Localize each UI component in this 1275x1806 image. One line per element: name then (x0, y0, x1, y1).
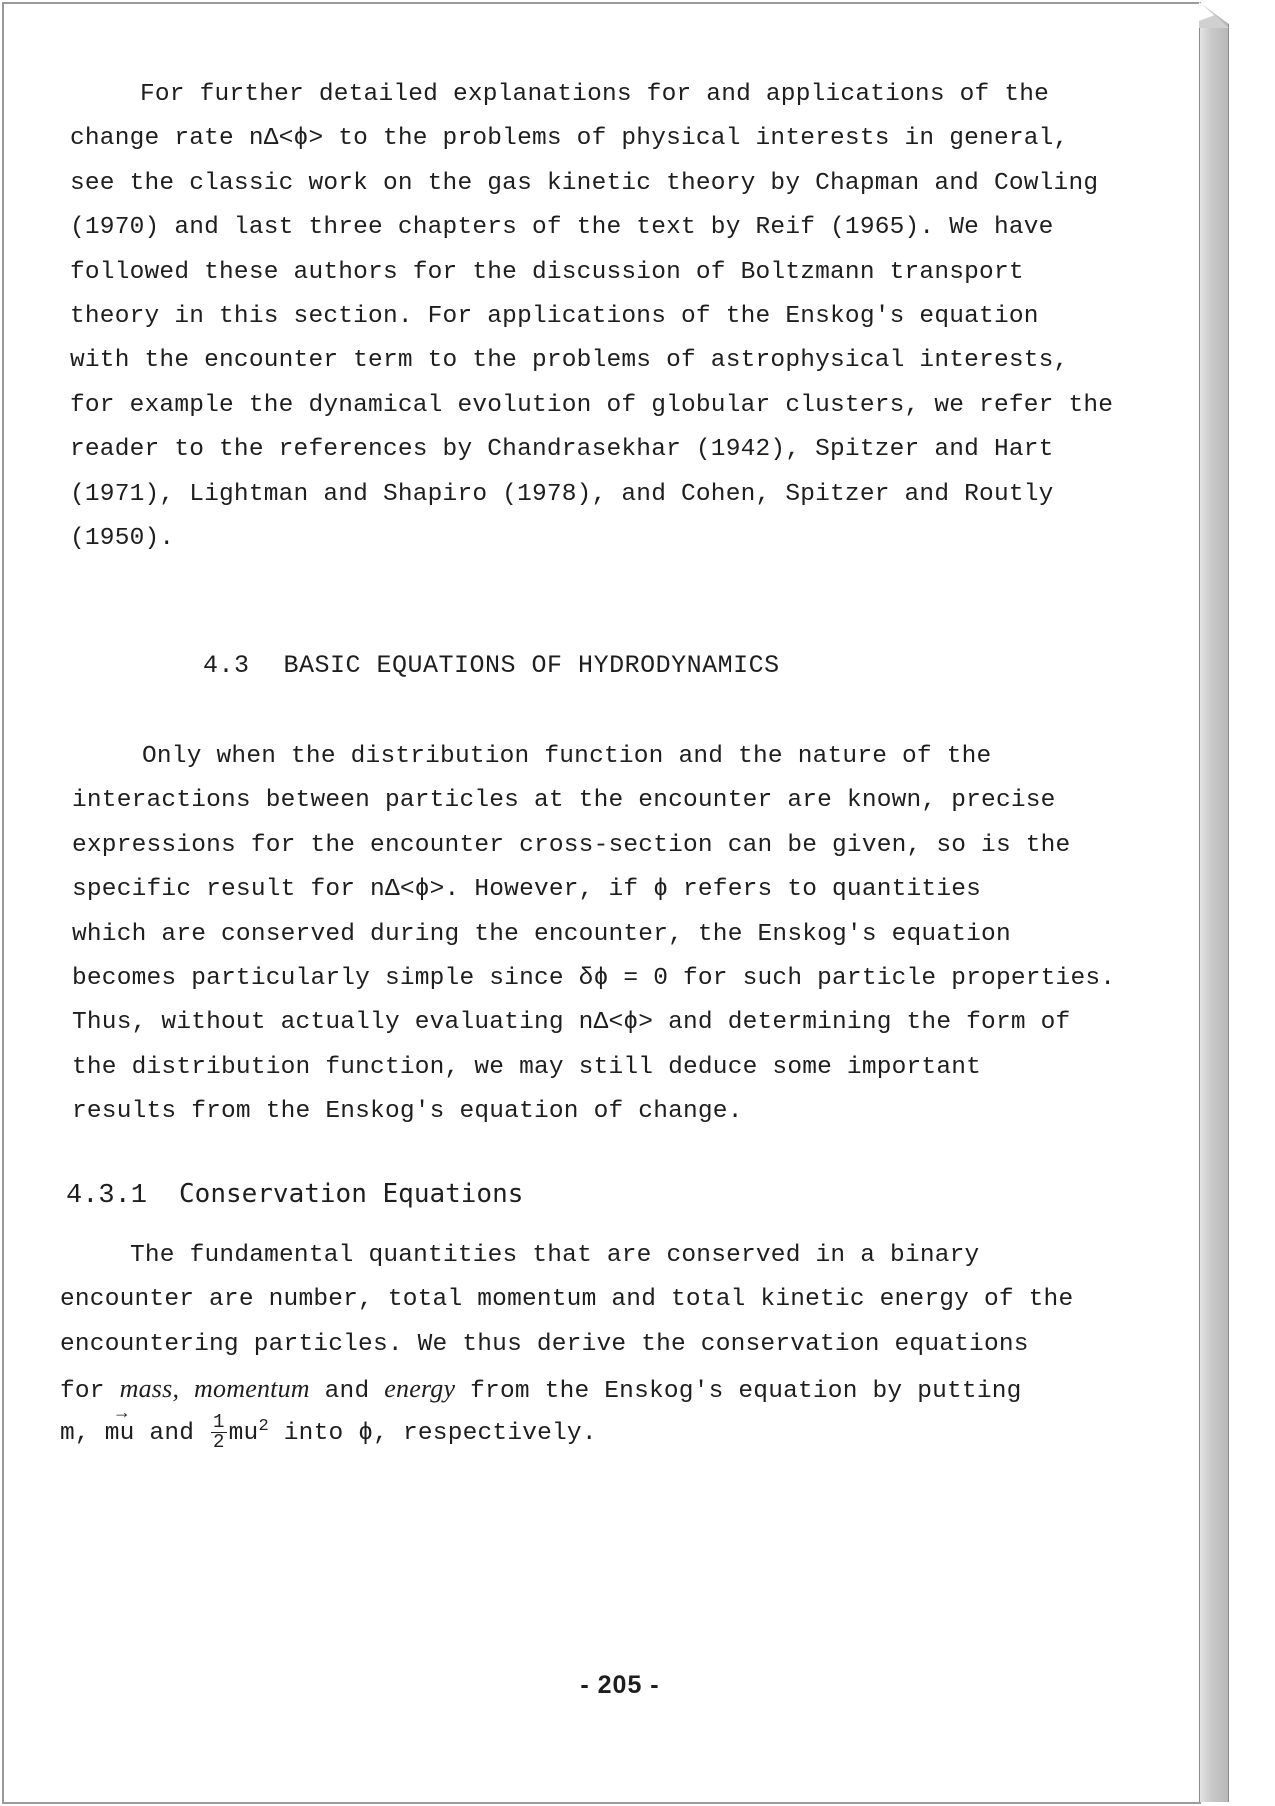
text-line: (1971), Lightman and Shapiro (1978), and Cohen, Spitzer and Routly (70, 480, 1054, 508)
fraction-numerator: 1 (213, 1410, 225, 1433)
text-line: which are conserved during the encounter, the Enskog's equation (72, 920, 1011, 948)
fraction-denominator: 2 (213, 1430, 225, 1453)
fraction-one-half (211, 1410, 227, 1453)
text-fragment: m, (60, 1419, 105, 1447)
text-line: (1950). (70, 524, 175, 552)
section-title: BASIC EQUATIONS OF HYDRODYNAMICS (283, 651, 780, 680)
section-number: 4.3 (203, 651, 250, 680)
vector-momentum: → mu (105, 1412, 135, 1456)
text-line: encounter are number, total momentum and total kinetic energy of the (60, 1286, 1074, 1314)
text-line: Only when the distribution function and the nature of the (142, 743, 992, 770)
text-fragment: from the Enskog's equation by putting (455, 1378, 1022, 1406)
subsection-number: 4.3.1 (66, 1181, 148, 1211)
text-line: the distribution function, we may still deduce some important (72, 1053, 982, 1081)
text-line: followed these authors for the discussion of Boltzmann transport (70, 258, 1024, 286)
text-line: for example the dynamical evolution of globular clusters, we refer the (70, 391, 1114, 419)
text-line-conserved-quantities (60, 1367, 1073, 1411)
italic-mass: mass, (119, 1374, 180, 1404)
text-line: becomes particularly simple since δϕ = 0 for such particle properties. (72, 964, 1116, 992)
page-number: - 205 - (580, 1671, 660, 1699)
paragraph-further-explanations (70, 73, 1113, 561)
page-stack-edge (1199, 2, 1229, 1802)
paragraph-only-when (72, 735, 1115, 1135)
text-line: Thus, without actually evaluating nΔ<ϕ> and determining the form of (72, 1009, 1071, 1037)
text-line: encountering particles. We thus derive the conservation equations (60, 1330, 1029, 1358)
text-line: with the encounter term to the problems of astrophysical interests, (70, 347, 1069, 375)
text-line: (1970) and last three chapters of the text by Reif (1965). We have (70, 214, 1054, 242)
section-heading (203, 651, 780, 680)
subsection-title: Conservation Equations (179, 1179, 524, 1209)
text-line: results from the Enskog's equation of change. (72, 1098, 743, 1126)
text-line-formula (60, 1412, 1073, 1456)
text-fragment: into ϕ, respectively. (268, 1419, 597, 1447)
text-fragment: and (309, 1378, 385, 1406)
text-line: specific result for nΔ<ϕ>. However, if ϕ refers to quantities (72, 876, 982, 904)
text-fragment (179, 1378, 194, 1405)
text-line: see the classic work on the gas kinetic theory by Chapman and Cowling (70, 169, 1099, 197)
text-line: interactions between particles at the encounter are known, precise (72, 787, 1056, 815)
italic-momentum: momentum (194, 1374, 310, 1404)
text-line: The fundamental quantities that are conserved in a binary (130, 1242, 980, 1269)
text-line: reader to the references by Chandrasekhar (1942), Spitzer and Hart (70, 436, 1054, 464)
page-corner-fold (1199, 2, 1229, 28)
text-fragment: and (134, 1419, 210, 1447)
text-line: theory in this section. For applications of the Enskog's equation (70, 302, 1039, 330)
text-fragment: mu (228, 1419, 259, 1447)
paragraph-fundamental-quantities (60, 1234, 1073, 1456)
text-line: expressions for the encounter cross-section can be given, so is the (72, 831, 1071, 859)
italic-energy: energy (384, 1374, 456, 1404)
text-line: For further detailed explanations for and applications of the (140, 81, 1050, 108)
text-fragment: for (60, 1378, 120, 1406)
exponent: 2 (258, 1416, 269, 1436)
text-line: change rate nΔ<ϕ> to the problems of physical interests in general, (70, 125, 1069, 153)
subsection-heading (66, 1179, 523, 1211)
